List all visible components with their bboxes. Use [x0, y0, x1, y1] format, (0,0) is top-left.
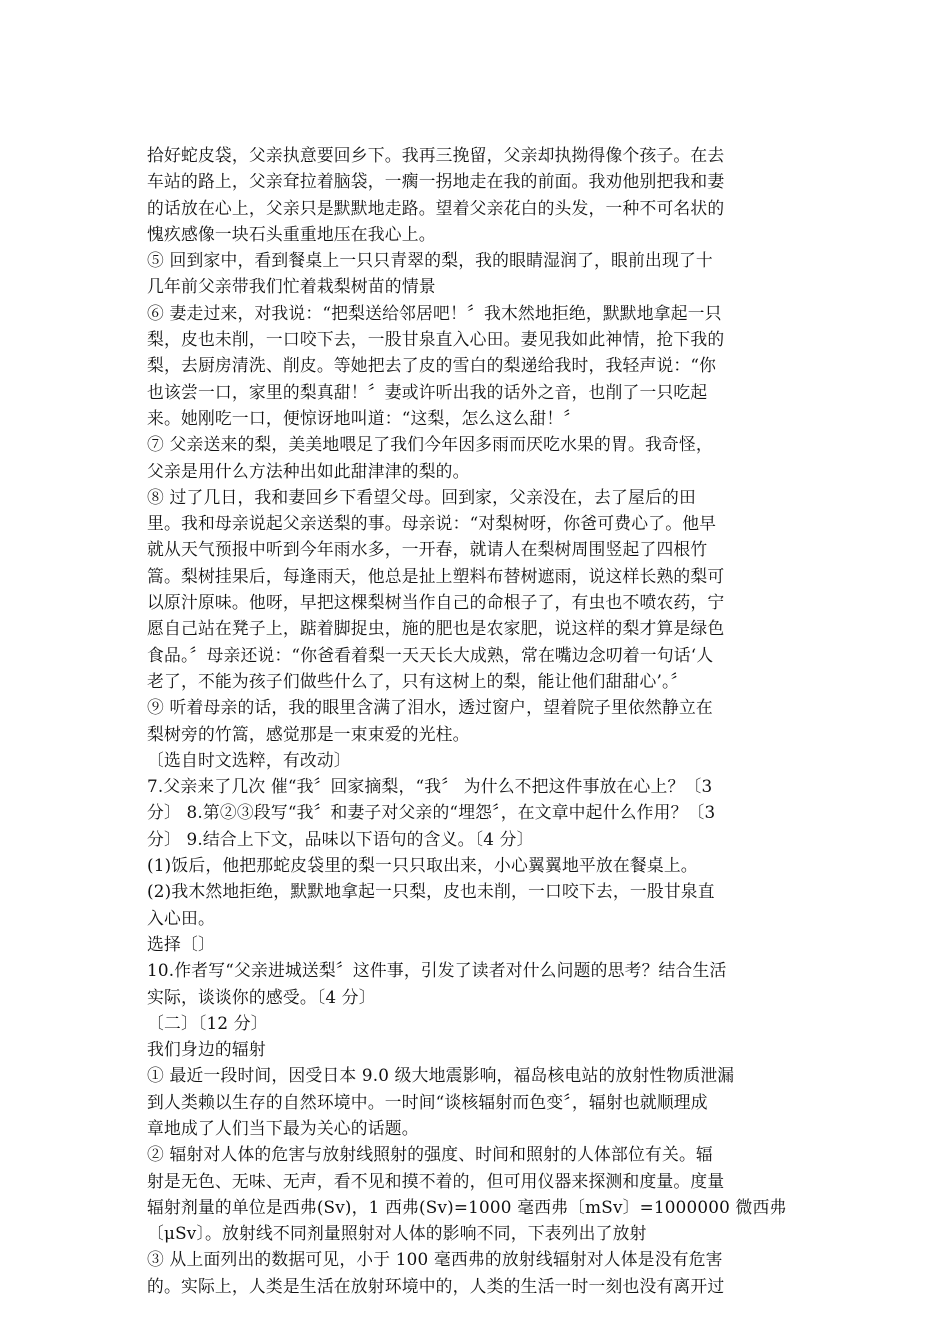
text-line: 〔μSv〕。放射线不同剂量照射对人体的影响不同，下表列出了放射	[147, 1223, 647, 1244]
text-line: 10.作者写“父亲进城送梨〞这件事，引发了读者对什么问题的思考？结合生活	[147, 960, 727, 981]
text-line: ③ 从上面列出的数据可见，小于 100 毫西弗的放射线辐射对人体是没有危害	[147, 1249, 723, 1270]
text-line: 来。她刚吃一口，便惊讶地叫道：“这梨，怎么这么甜！〞	[147, 407, 581, 428]
text-line: 老了，不能为孩子们做些什么了，只有这树上的梨，能让他们甜甜心’。〞	[147, 670, 688, 691]
text-line: ① 最近一段时间，因受日本 9.0 级大地震影响，福岛核电站的放射性物质泄漏	[147, 1065, 735, 1086]
text-line: 的。实际上，人类是生活在放射环境中的，人类的生活一时一刻也没有离开过	[147, 1275, 725, 1296]
text-line: 就从天气预报中听到今年雨水多，一开春，就请人在梨树周围竖起了四根竹	[147, 539, 708, 560]
text-line: ⑧ 过了几日，我和妻回乡下看望父母。回到家，父亲没在，去了屋后的田	[147, 486, 696, 507]
text-line: 分〕 9.结合上下文，品味以下语句的含义。〔4 分〕	[147, 828, 534, 849]
text-line: 车站的路上，父亲耷拉着脑袋，一瘸一拐地走在我的前面。我劝他别把我和妻	[147, 171, 725, 192]
text-line: 〔选自时文选粹，有改动〕	[147, 749, 351, 770]
text-line: ⑥ 妻走过来，对我说：“把梨送给邻居吧！〞我木然地拒绝，默默地拿起一只	[147, 302, 722, 323]
text-line: 实际，谈谈你的感受。〔4 分〕	[147, 986, 376, 1007]
text-line: 章地成了人们当下最为关心的话题。	[147, 1117, 419, 1138]
document-body	[147, 142, 807, 1299]
text-line: 〔二〕〔12 分〕	[147, 1012, 268, 1033]
text-line: 7.父亲来了几次 催“我〞回家摘梨，“我〞 为什么不把这件事放在心上？〔3	[147, 776, 713, 797]
text-line: 射是无色、无味、无声，看不见和摸不着的，但可用仪器来探测和度量。度量	[147, 1170, 725, 1191]
text-line: 拾好蛇皮袋，父亲执意要回乡下。我再三挽留，父亲却执拗得像个孩子。在去	[147, 145, 725, 165]
text-line: 里。我和母亲说起父亲送梨的事。母亲说：“对梨树呀，你爸可费心了。他早	[147, 513, 717, 534]
text-line: 愿自己站在凳子上，踮着脚捉虫，施的肥也是农家肥，说这样的梨才算是绿色	[147, 618, 725, 639]
text-line: 篙。梨树挂果后，每逢雨天，他总是扯上塑料布替树遮雨，说这样长熟的梨可	[147, 565, 725, 586]
text-line: (2)我木然地拒绝，默默地拿起一只梨，皮也未削，一口咬下去，一股甘泉直	[147, 881, 715, 902]
text-line: 父亲是用什么方法种出如此甜津津的梨的。	[147, 460, 470, 481]
text-line: 入心田。	[147, 907, 215, 928]
text-line: ⑦ 父亲送来的梨，美美地喂足了我们今年因多雨而厌吃水果的胃。我奇怪，	[147, 434, 713, 455]
text-line: 到人类赖以生存的自然环境中。一时间“谈核辐射而色变〞，辐射也就顺理成	[147, 1091, 708, 1112]
text-line: 愧疚感像一块石头重重地压在我心上。	[147, 223, 436, 244]
text-line: 辐射剂量的单位是西弗(Sv)，1 西弗(Sv)=1000 毫西弗〔mSv〕=1000000 微西弗	[147, 1196, 787, 1217]
text-line: 梨，去厨房清洗、削皮。等她把去了皮的雪白的梨递给我时，我轻声说：“你	[147, 355, 717, 376]
text-line: ⑨ 听着母亲的话，我的眼里含满了泪水，透过窗户，望着院子里依然静立在	[147, 697, 713, 718]
text-line: 以原汁原味。他呀，早把这棵梨树当作自己的命根子了，有虫也不喷农药，宁	[147, 592, 725, 613]
text-line: 选择〔〕	[147, 933, 215, 954]
text-line: ⑤ 回到家中，看到餐桌上一只只青翠的梨，我的眼睛湿润了，眼前出现了十	[147, 250, 713, 271]
text-line: (1)饭后，他把那蛇皮袋里的梨一只只取出来，小心翼翼地平放在餐桌上。	[147, 855, 698, 876]
text-line: 梨，皮也未削，一口咬下去，一股甘泉直入心田。妻见我如此神情，抢下我的	[147, 329, 725, 350]
text-line: ② 辐射对人体的危害与放射线照射的强度、时间和照射的人体部位有关。辐	[147, 1144, 713, 1165]
text-line: 分〕 8.第②③段写“我〞和妻子对父亲的“埋怨〞，在文章中起什么作用？〔3	[147, 802, 716, 823]
text-line: 食品。〞母亲还说：“你爸看着梨一天天长大成熟，常在嘴边念叨着一句话‘人	[147, 644, 714, 665]
text-line: 我们身边的辐射	[147, 1039, 266, 1060]
text-line: 几年前父亲带我们忙着栽梨树苗的情景	[147, 276, 436, 297]
text-line: 也该尝一口，家里的梨真甜！〞妻或许听出我的话外之音，也削了一只吃起	[147, 381, 708, 402]
text-line: 的话放在心上，父亲只是默默地走路。望着父亲花白的头发，一种不可名状的	[147, 197, 725, 218]
text-line: 梨树旁的竹篙，感觉那是一束束爱的光柱。	[147, 723, 470, 744]
